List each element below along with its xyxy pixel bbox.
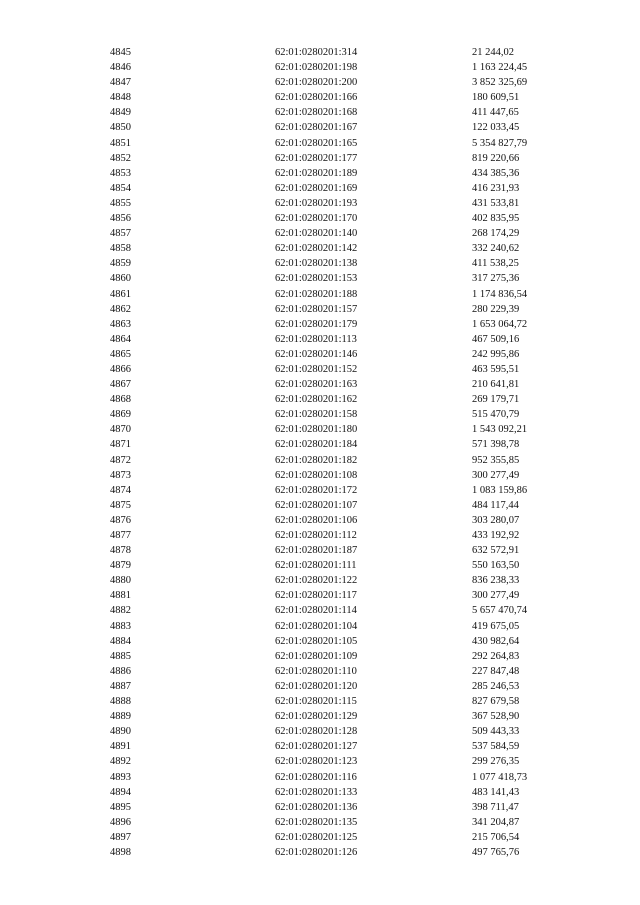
cadastral-value: 5 354 827,79 [472,137,528,149]
cadastral-number: 62:01:0280201:314 [275,47,358,58]
row-number: 4894 [110,786,131,798]
row-number: 4871 [110,439,131,451]
row-number: 4864 [110,333,131,345]
row-number: 4849 [110,107,131,119]
cadastral-number: 62:01:0280201:120 [275,680,358,692]
cadastral-number: 62:01:0280201:184 [275,439,358,451]
cadastral-value: 3 852 325,69 [472,77,528,89]
cadastral-value: 411 447,65 [472,107,519,119]
table-row [0,800,640,815]
table-row [0,166,640,181]
table-row [0,437,640,452]
row-number: 4879 [110,560,131,572]
cadastral-value: 300 277,49 [472,469,520,481]
cadastral-number: 62:01:0280201:172 [275,484,358,496]
cadastral-number: 62:01:0280201:157 [275,303,358,315]
cadastral-number: 62:01:0280201:129 [275,711,358,723]
row-number: 4857 [110,228,131,240]
table-row [0,105,640,120]
cadastral-number: 62:01:0280201:112 [275,530,357,541]
cadastral-number: 62:01:0280201:126 [275,846,358,858]
table-row [0,573,640,588]
cadastral-value: 21 244,02 [472,47,514,58]
cadastral-number: 62:01:0280201:136 [275,801,358,813]
row-number: 4881 [110,590,131,602]
cadastral-number: 62:01:0280201:113 [275,333,357,345]
table-row [0,241,640,256]
row-number: 4891 [110,741,131,753]
row-number: 4889 [110,711,131,723]
table-row [0,634,640,649]
table-row [0,226,640,241]
cadastral-number: 62:01:0280201:115 [275,696,357,708]
cadastral-number: 62:01:0280201:106 [275,514,358,526]
row-number: 4888 [110,696,131,708]
cadastral-value: 402 835,95 [472,213,520,225]
row-number: 4855 [110,197,131,209]
table-row [0,332,640,347]
row-number: 4852 [110,152,131,164]
cadastral-value: 411 538,25 [472,258,519,270]
cadastral-number: 62:01:0280201:125 [275,831,358,843]
cadastral-value: 299 276,35 [472,756,520,768]
cadastral-value: 227 847,48 [472,665,520,677]
cadastral-number: 62:01:0280201:116 [275,771,357,783]
cadastral-number: 62:01:0280201:104 [275,620,358,632]
cadastral-number: 62:01:0280201:179 [275,318,358,330]
cadastral-value: 463 595,51 [472,363,520,375]
cadastral-value: 210 641,81 [472,379,520,391]
cadastral-number: 62:01:0280201:111 [275,560,357,572]
cadastral-number: 62:01:0280201:138 [275,258,358,270]
cadastral-value: 431 533,81 [472,197,520,209]
row-number: 4877 [110,530,131,541]
row-number: 4885 [110,650,131,662]
cadastral-value: 571 398,78 [472,439,520,451]
cadastral-value: 430 982,64 [472,635,520,647]
row-number: 4875 [110,499,131,511]
cadastral-number: 62:01:0280201:166 [275,92,358,104]
row-number: 4897 [110,831,131,843]
cadastral-number: 62:01:0280201:158 [275,409,358,421]
table-row [0,362,640,377]
row-number: 4890 [110,726,131,738]
table-row [0,468,640,483]
table-row [0,679,640,694]
row-number: 4856 [110,213,131,225]
row-number: 4893 [110,771,131,783]
row-number: 4862 [110,303,131,315]
row-number: 4845 [110,47,131,58]
cadastral-number: 62:01:0280201:105 [275,635,358,647]
table-row [0,649,640,664]
row-number: 4869 [110,409,131,421]
row-number: 4866 [110,363,131,375]
cadastral-number: 62:01:0280201:182 [275,454,358,466]
cadastral-value: 483 141,43 [472,786,520,798]
cadastral-number: 62:01:0280201:127 [275,741,358,753]
cadastral-value: 819 220,66 [472,152,520,164]
row-number: 4895 [110,801,131,813]
row-number: 4859 [110,258,131,270]
cadastral-number: 62:01:0280201:169 [275,182,358,194]
row-number: 4878 [110,545,131,557]
cadastral-value: 1 653 064,72 [472,318,528,330]
table-row [0,60,640,75]
row-number: 4853 [110,167,131,179]
row-number: 4865 [110,348,131,360]
row-number: 4892 [110,756,131,768]
table-row [0,528,640,543]
cadastral-value: 550 163,50 [472,560,520,572]
cadastral-number: 62:01:0280201:123 [275,756,358,768]
row-number: 4887 [110,680,131,692]
cadastral-value: 433 192,92 [472,530,520,541]
table-row [0,181,640,196]
table-row [0,754,640,769]
cadastral-number: 62:01:0280201:107 [275,499,358,511]
cadastral-value: 341 204,87 [472,816,520,828]
table-row [0,120,640,135]
table-row [0,392,640,407]
cadastral-number: 62:01:0280201:188 [275,288,358,300]
row-number: 4858 [110,243,131,255]
row-number: 4848 [110,92,131,104]
table-row [0,815,640,830]
table-row [0,347,640,362]
row-number: 4896 [110,816,131,828]
row-number: 4854 [110,182,131,194]
cadastral-number: 62:01:0280201:152 [275,363,358,375]
cadastral-value: 215 706,54 [472,831,520,843]
cadastral-number: 62:01:0280201:140 [275,228,358,240]
row-number: 4860 [110,273,131,285]
table-row [0,271,640,286]
cadastral-number: 62:01:0280201:165 [275,137,358,149]
table-row [0,211,640,226]
table-row [0,619,640,634]
table-row [0,45,640,60]
cadastral-number: 62:01:0280201:133 [275,786,358,798]
cadastral-number: 62:01:0280201:142 [275,243,358,255]
cadastral-number: 62:01:0280201:177 [275,152,358,164]
table-row [0,196,640,211]
cadastral-number: 62:01:0280201:108 [275,469,358,481]
cadastral-value: 300 277,49 [472,590,520,602]
table-row [0,136,640,151]
cadastral-value: 122 033,45 [472,122,520,134]
cadastral-value: 827 679,58 [472,696,520,708]
cadastral-number: 62:01:0280201:162 [275,394,358,406]
row-number: 4886 [110,665,131,677]
cadastral-number: 62:01:0280201:110 [275,665,357,677]
cadastral-number: 62:01:0280201:122 [275,575,358,587]
table-row [0,317,640,332]
table-row [0,543,640,558]
cadastral-value: 292 264,83 [472,650,520,662]
cadastral-value: 5 657 470,74 [472,605,528,617]
table-row [0,724,640,739]
cadastral-number: 62:01:0280201:168 [275,107,358,119]
table-row [0,558,640,573]
table-row [0,453,640,468]
cadastral-value: 398 711,47 [472,801,519,813]
table-row [0,739,640,754]
cadastral-value: 269 179,71 [472,394,520,406]
cadastral-number: 62:01:0280201:146 [275,348,358,360]
table-row [0,709,640,724]
cadastral-value: 1 163 224,45 [472,62,528,74]
cadastral-value: 467 509,16 [472,333,520,345]
row-number: 4873 [110,469,131,481]
table-row [0,407,640,422]
table-row [0,498,640,513]
cadastral-value: 303 280,07 [472,514,520,526]
row-number: 4883 [110,620,131,632]
cadastral-value: 1 077 418,73 [472,771,528,783]
row-number: 4851 [110,137,131,149]
row-number: 4880 [110,575,131,587]
table-row [0,75,640,90]
row-number: 4882 [110,605,131,617]
table-row [0,422,640,437]
data-table [0,45,640,860]
cadastral-number: 62:01:0280201:163 [275,379,358,391]
cadastral-value: 317 275,36 [472,273,520,285]
cadastral-number: 62:01:0280201:198 [275,62,358,74]
cadastral-value: 285 246,53 [472,680,520,692]
row-number: 4898 [110,846,131,858]
cadastral-value: 242 995,86 [472,348,520,360]
cadastral-value: 367 528,90 [472,711,520,723]
table-row [0,256,640,271]
row-number: 4874 [110,484,131,496]
cadastral-value: 952 355,85 [472,454,520,466]
row-number: 4870 [110,424,131,436]
cadastral-number: 62:01:0280201:109 [275,650,358,662]
table-row [0,287,640,302]
cadastral-value: 268 174,29 [472,228,520,240]
row-number: 4850 [110,122,131,134]
row-number: 4846 [110,62,131,74]
cadastral-value: 497 765,76 [472,846,520,858]
cadastral-value: 515 470,79 [472,409,520,421]
row-number: 4884 [110,635,131,647]
table-row [0,845,640,860]
table-row [0,830,640,845]
cadastral-number: 62:01:0280201:189 [275,167,358,179]
cadastral-number: 62:01:0280201:153 [275,273,358,285]
table-row [0,302,640,317]
row-number: 4876 [110,514,131,526]
cadastral-value: 632 572,91 [472,545,520,557]
row-number: 4861 [110,288,131,300]
cadastral-value: 1 083 159,86 [472,484,528,496]
cadastral-number: 62:01:0280201:128 [275,726,358,738]
table-row [0,603,640,618]
row-number: 4847 [110,77,131,89]
cadastral-value: 180 609,51 [472,92,520,104]
cadastral-value: 484 117,44 [472,499,519,511]
cadastral-value: 1 543 092,21 [472,424,528,436]
cadastral-value: 416 231,93 [472,182,520,194]
cadastral-number: 62:01:0280201:167 [275,122,358,134]
cadastral-value: 434 385,36 [472,167,520,179]
cadastral-value: 419 675,05 [472,620,520,632]
cadastral-number: 62:01:0280201:114 [275,605,357,617]
cadastral-number: 62:01:0280201:180 [275,424,358,436]
table-row [0,588,640,603]
cadastral-value: 509 443,33 [472,726,520,738]
row-number: 4863 [110,318,131,330]
table-row [0,785,640,800]
cadastral-value: 836 238,33 [472,575,520,587]
table-row [0,377,640,392]
table-row [0,90,640,105]
cadastral-value: 280 229,39 [472,303,520,315]
cadastral-value: 1 174 836,54 [472,288,528,300]
row-number: 4872 [110,454,131,466]
table-row [0,513,640,528]
cadastral-number: 62:01:0280201:170 [275,213,358,225]
cadastral-number: 62:01:0280201:135 [275,816,358,828]
table-row [0,664,640,679]
row-number: 4868 [110,394,131,406]
table-row [0,151,640,166]
cadastral-number: 62:01:0280201:187 [275,545,358,557]
table-row [0,483,640,498]
cadastral-value: 332 240,62 [472,243,520,255]
cadastral-number: 62:01:0280201:193 [275,197,358,209]
cadastral-number: 62:01:0280201:200 [275,77,358,89]
cadastral-number: 62:01:0280201:117 [275,590,357,602]
cadastral-value: 537 584,59 [472,741,520,753]
table-row [0,694,640,709]
table-row [0,770,640,785]
row-number: 4867 [110,379,131,391]
